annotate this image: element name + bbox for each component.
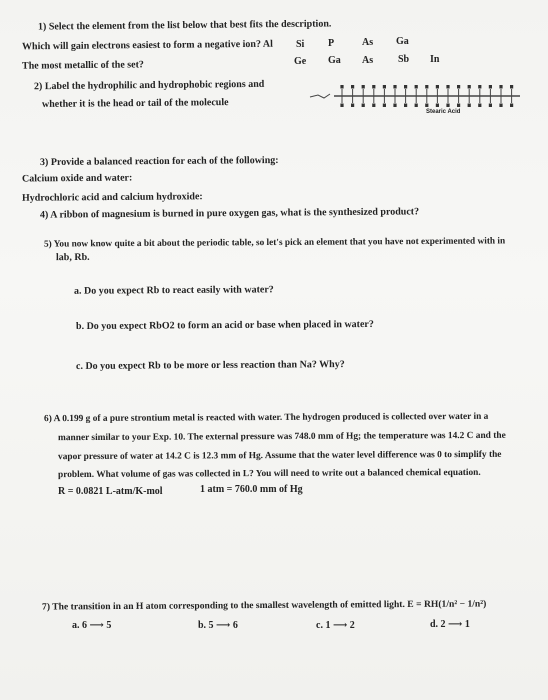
element-option: Ga: [328, 55, 341, 66]
question-4-prompt: 4) A ribbon of magnesium is burned in pure oxygen gas, what is the synthesized product?: [39, 206, 420, 221]
question-1b: The most metallic of the set?: [21, 59, 144, 72]
gas-constant: R = 0.0821 L-atm/K-mol: [58, 486, 163, 497]
hydrogen-atom: [415, 85, 418, 89]
hydrogen-atom: [393, 85, 396, 89]
answer-option-b: b. 5 ⟶ 6: [198, 620, 238, 631]
element-option: Sb: [398, 54, 410, 65]
hydrogen-atom: [457, 104, 460, 108]
hydrogen-atom: [404, 104, 407, 108]
element-option: As: [362, 55, 374, 66]
hydrogen-atom: [372, 85, 375, 89]
hydrogen-atom: [478, 104, 481, 108]
element-option: P: [328, 38, 335, 49]
hydrogen-atom: [415, 104, 418, 108]
element-option: Ge: [294, 56, 307, 67]
question-2-line1: 2) Label the hydrophilic and hydrophobic regions and: [33, 78, 265, 93]
element-option: Si: [296, 39, 305, 50]
stearic-acid-label: Stearic Acid: [426, 109, 461, 114]
hydrogen-atom: [489, 104, 492, 108]
question-1a: Which will gain electrons easiest to form a negative ion? Al: [21, 38, 273, 53]
answer-option-c: c. 1 ⟶ 2: [316, 620, 355, 631]
hydrogen-atom: [372, 104, 375, 108]
hydrogen-atom: [393, 104, 396, 108]
hydrogen-atom: [436, 104, 439, 108]
question-6-line2: manner similar to your Exp. 10. The external pressure was 748.0 mm of Hg; the temperature was 14.2 C and the: [57, 430, 506, 444]
hydrogen-atom: [340, 104, 343, 108]
hydrogen-atom: [362, 104, 365, 108]
question-2-line2: whether it is the head or tail of the molecule: [41, 97, 229, 110]
hydrogen-atom: [468, 85, 471, 89]
hydrogen-atom: [499, 85, 502, 89]
hydrogen-atom: [351, 104, 354, 108]
hydrogen-atom: [510, 85, 513, 89]
hydrogen-atom: [436, 85, 439, 89]
hydrogen-atom: [362, 85, 365, 89]
question-5-line2: lab, Rb.: [55, 251, 90, 264]
question-5a: a. Do you expect Rb to react easily with water?: [73, 284, 274, 297]
hydrogen-atom: [499, 104, 502, 108]
hydrogen-atom: [425, 104, 428, 108]
hydrogen-atom: [383, 85, 386, 89]
hydrogen-atom: [478, 85, 481, 89]
hydrogen-atom: [489, 85, 492, 89]
question-5-line1: 5) You now know quite a bit about the periodic table, so let's pick an element that you have not experimented with in: [43, 236, 506, 250]
hydrogen-atom: [510, 104, 513, 108]
question-5b: b. Do you expect RbO2 to form an acid or base when placed in water?: [75, 318, 374, 333]
hydrogen-atom: [457, 85, 460, 89]
question-3a: Calcium oxide and water:: [21, 172, 133, 185]
question-3b: Hydrochloric acid and calcium hydroxide:: [21, 191, 203, 204]
atm-conversion: 1 atm = 760.0 mm of Hg: [200, 484, 303, 495]
question-6-line4: problem. What volume of gas was collected in L? You will need to write out a balanced chemical equation.: [57, 467, 481, 481]
hydrogen-atom: [468, 104, 471, 108]
answer-option-a: a. 6 ⟶ 5: [72, 620, 112, 631]
question-6-line3: vapor pressure of water at 14.2 C is 12.3 mm of Hg. Assume that the water level difference was 0 to simplify the: [57, 449, 502, 463]
hydrogen-atom: [446, 85, 449, 89]
question-6-line1: 6) A 0.199 g of a pure strontium metal is reacted with water. The hydrogen produced is collected over water in a: [43, 411, 489, 425]
question-7-prompt: 7) The transition in an H atom corresponding to the smallest wavelength of emitted light. E = RH(1/n² − 1/n²): [41, 598, 487, 613]
stearic-acid-diagram: [308, 84, 522, 114]
hydrogen-atom: [383, 104, 386, 108]
hydrogen-atom: [351, 85, 354, 89]
hydrogen-atom: [404, 85, 407, 89]
element-option: In: [430, 54, 440, 65]
element-option: As: [362, 37, 374, 48]
hydrogen-atom: [340, 85, 343, 89]
element-option: Ga: [396, 36, 409, 47]
question-5c: c. Do you expect Rb to be more or less reaction than Na? Why?: [75, 359, 345, 372]
hydrogen-atom: [425, 85, 428, 89]
question-3-prompt: 3) Provide a balanced reaction for each of the following:: [39, 154, 279, 169]
hydrogen-atom: [446, 104, 449, 108]
question-1-prompt: 1) Select the element from the list below that best fits the description.: [37, 18, 332, 33]
answer-option-d: d. 2 ⟶ 1: [430, 619, 470, 630]
